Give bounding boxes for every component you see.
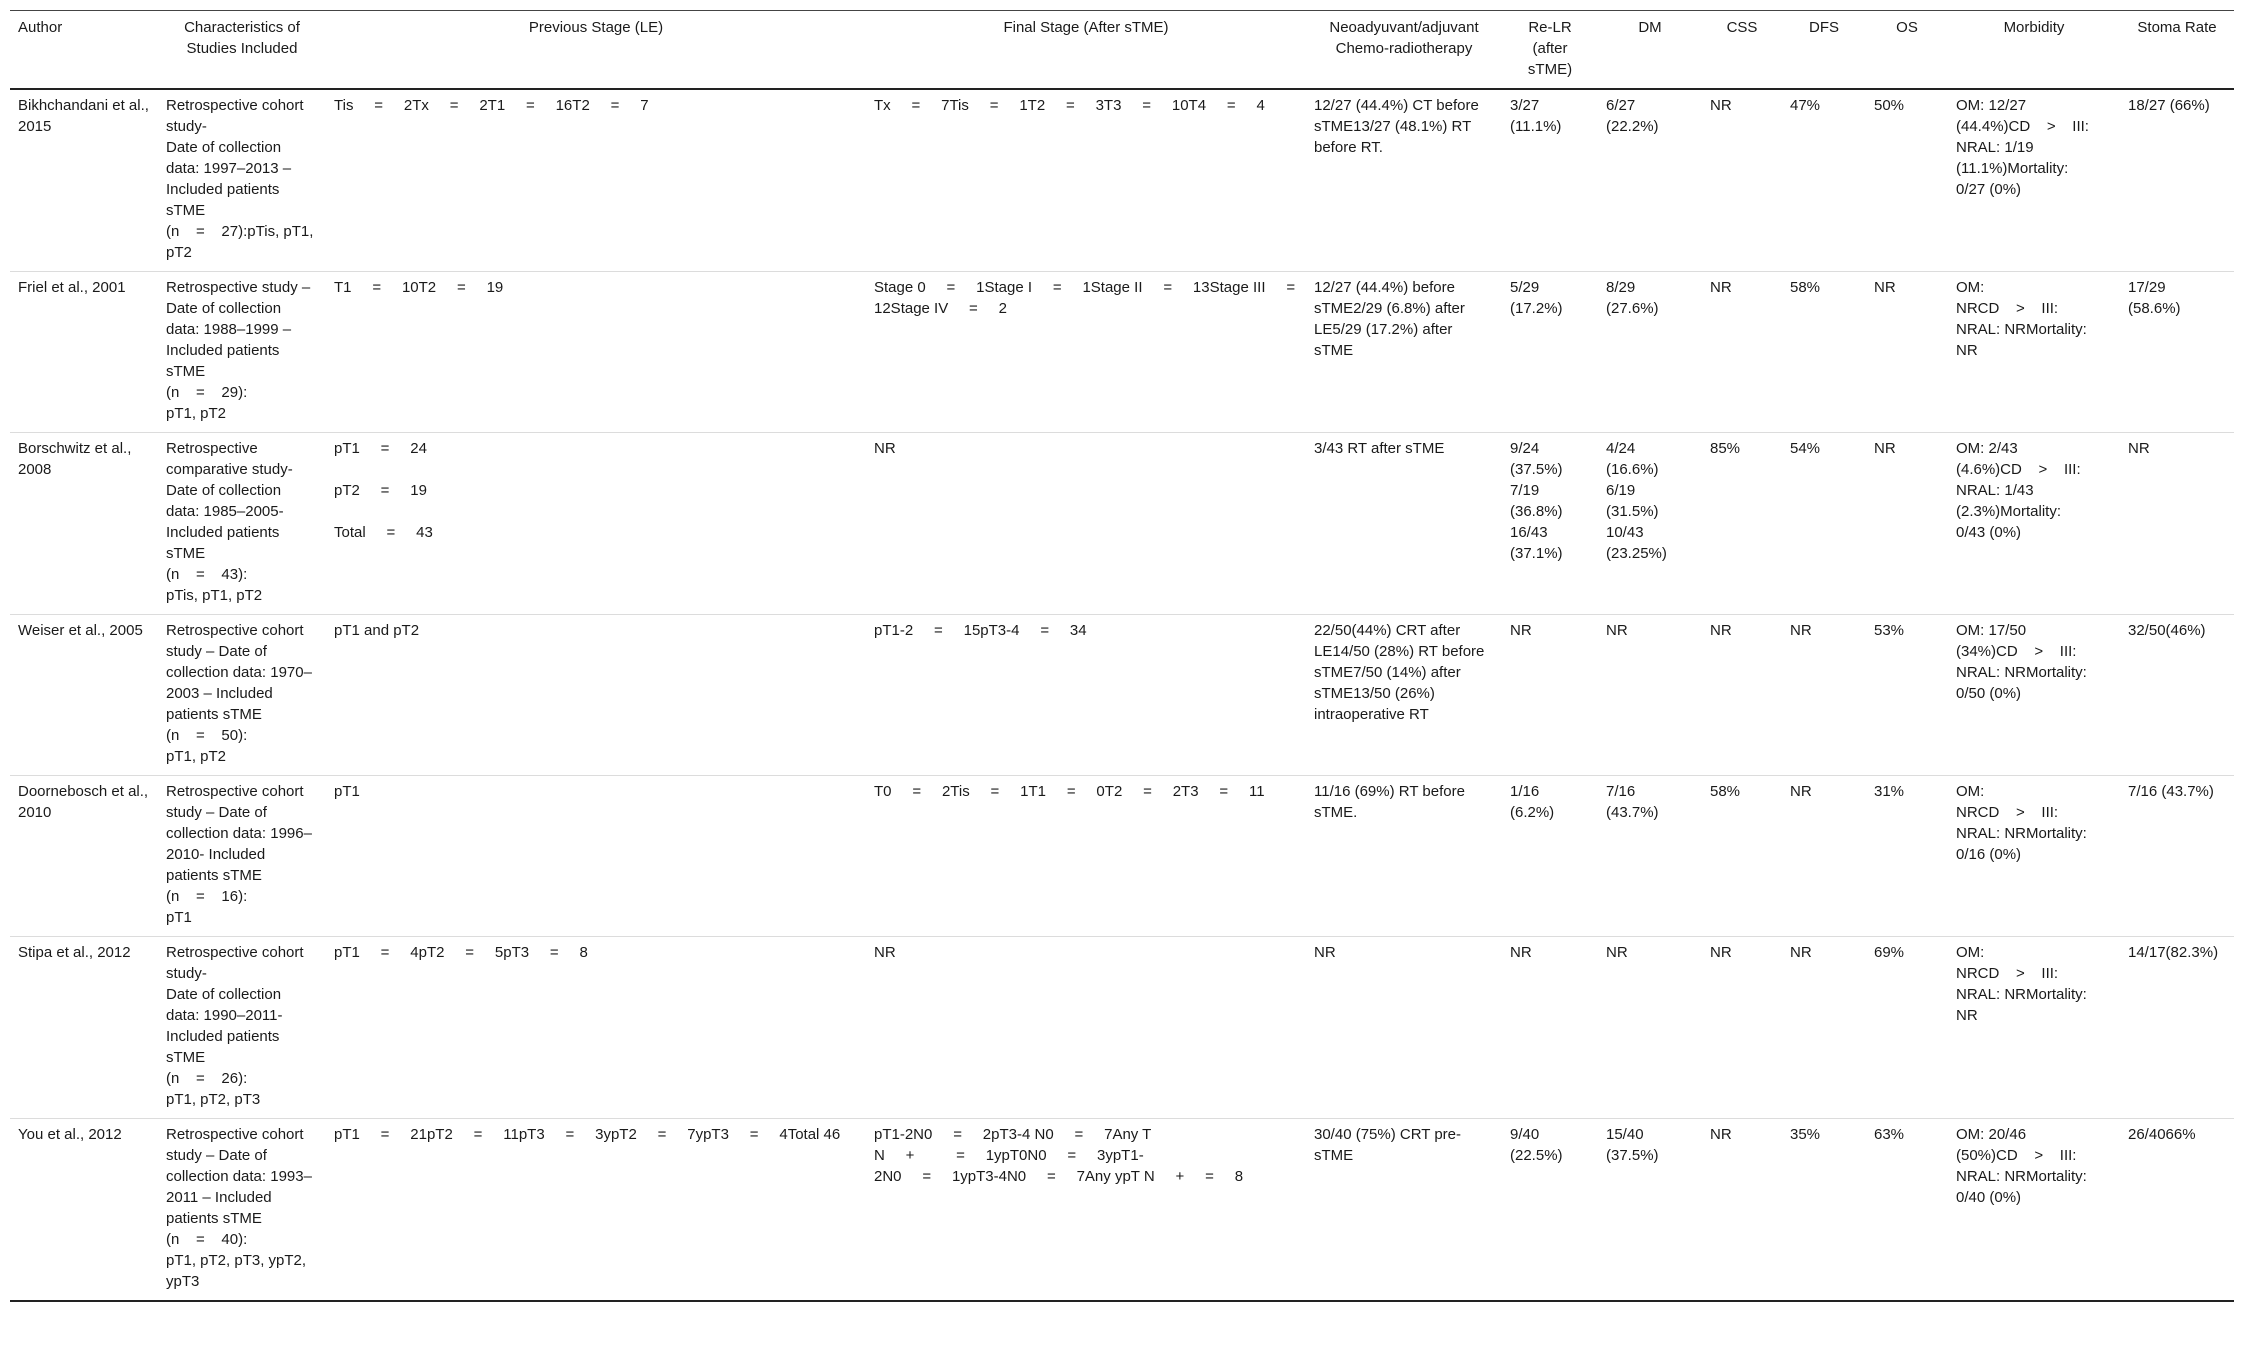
cell-previous-stage: pT1 = 21pT2 = 11pT3 = 3ypT2 = 7ypT3 = 4Total 46 (334, 1126, 841, 1143)
cell-dm: 4/24 (16.6%) 6/19 (31.5%) 10/43 (23.25%) (1606, 440, 1667, 562)
cell-final-stage: pT1-2 = 15pT3-4 = 34 (874, 622, 1087, 639)
cell-neoadjuvant: 12/27 (44.4%) CT before sTME13/27 (48.1%) RT before RT. (1314, 97, 1479, 156)
cell-final-stage: NR (874, 440, 896, 457)
cell-dfs: NR (1790, 944, 1812, 961)
cell-os: 50% (1874, 97, 1905, 114)
cell-morbidity: OM: NRCD > III: NRAL: NRMortality: 0/16 (0%) (1956, 783, 2087, 863)
cell-characteristics: Retrospective comparative study- Date of collection data: 1985–2005- Included patients sTME (n = 43): pTis, pT1, pT2 (166, 440, 293, 604)
study-comparison-table (10, 10, 2234, 1302)
cell-characteristics: Retrospective cohort study- Date of collection data: 1990–2011- Included patients sTME (n = 26): pT1, pT2, pT3 (166, 944, 304, 1108)
cell-stoma-rate: 26/4066% (2128, 1126, 2196, 1143)
cell-dm: 8/29 (27.6%) (1606, 279, 1659, 317)
header-os: OS (1896, 19, 1918, 36)
header-previous-stage: Previous Stage (LE) (528, 19, 664, 36)
cell-css: NR (1710, 944, 1732, 961)
cell-previous-stage: pT1 and pT2 (334, 622, 420, 639)
cell-author: You et al., 2012 (18, 1126, 122, 1143)
cell-previous-stage: pT1 = 24 pT2 = 19 Total = 43 (334, 440, 433, 541)
header-neoadjuvant: Neoadyuvant/adjuvant Chemo-radiotherapy (1329, 19, 1479, 57)
table-row (10, 937, 2234, 1119)
cell-stoma-rate: 14/17(82.3%) (2128, 944, 2219, 961)
cell-dfs: NR (1790, 622, 1812, 639)
table-row (10, 433, 2234, 615)
header-author: Author (18, 19, 63, 36)
cell-re-lr: NR (1510, 944, 1532, 961)
cell-author: Stipa et al., 2012 (18, 944, 131, 961)
cell-author: Doornebosch et al., 2010 (18, 783, 149, 821)
cell-re-lr: 3/27 (11.1%) (1510, 97, 1562, 135)
table-row (10, 776, 2234, 937)
table-row (10, 1119, 2234, 1302)
cell-stoma-rate: 32/50(46%) (2128, 622, 2206, 639)
cell-final-stage: Tx = 7Tis = 1T2 = 3T3 = 10T4 = 4 (874, 97, 1265, 114)
cell-css: 58% (1710, 783, 1741, 800)
cell-morbidity: OM: 12/27 (44.4%)CD > III: NRAL: 1/19 (11.1%)Mortality: 0/27 (0%) (1956, 97, 2089, 198)
cell-final-stage: T0 = 2Tis = 1T1 = 0T2 = 2T3 = 11 (874, 783, 1265, 800)
cell-characteristics: Retrospective cohort study – Date of collection data: 1970–2003 – Included patients sTME (n = 50): pT1, pT2 (166, 622, 312, 765)
cell-author: Borschwitz et al., 2008 (18, 440, 132, 478)
cell-previous-stage: T1 = 10T2 = 19 (334, 279, 504, 296)
cell-author: Bikhchandani et al., 2015 (18, 97, 149, 135)
cell-final-stage: NR (874, 944, 896, 961)
cell-dm: 15/40 (37.5%) (1606, 1126, 1659, 1164)
header-dfs: DFS (1809, 19, 1839, 36)
header-dm: DM (1638, 19, 1662, 36)
cell-previous-stage: Tis = 2Tx = 2T1 = 16T2 = 7 (334, 97, 649, 114)
cell-os: 63% (1874, 1126, 1905, 1143)
table-row (10, 272, 2234, 433)
cell-morbidity: OM: NRCD > III: NRAL: NRMortality: NR (1956, 944, 2087, 1024)
cell-dfs: NR (1790, 783, 1812, 800)
cell-css: NR (1710, 97, 1732, 114)
cell-stoma-rate: NR (2128, 440, 2150, 457)
cell-css: NR (1710, 279, 1732, 296)
cell-dfs: 58% (1790, 279, 1821, 296)
header-re-lr: Re-LR (after sTME) (1527, 19, 1573, 78)
cell-re-lr: 1/16 (6.2%) (1510, 783, 1555, 821)
cell-previous-stage: pT1 = 4pT2 = 5pT3 = 8 (334, 944, 588, 961)
cell-dfs: 47% (1790, 97, 1821, 114)
cell-neoadjuvant: 22/50(44%) CRT after LE14/50 (28%) RT before sTME7/50 (14%) after sTME13/50 (26%) intraoperative RT (1314, 622, 1485, 723)
table-row (10, 89, 2234, 272)
cell-re-lr: NR (1510, 622, 1532, 639)
cell-morbidity: OM: 2/43 (4.6%)CD > III: NRAL: 1/43 (2.3%)Mortality: 0/43 (0%) (1956, 440, 2081, 541)
header-final-stage: Final Stage (After sTME) (1003, 19, 1169, 36)
header-stoma-rate: Stoma Rate (2137, 19, 2217, 36)
cell-characteristics: Retrospective study – Date of collection data: 1988–1999 – Included patients sTME (n = 29): pT1, pT2 (166, 279, 311, 422)
cell-os: 31% (1874, 783, 1905, 800)
cell-final-stage: Stage 0 = 1Stage I = 1Stage II = 13Stage III = 12Stage IV = 2 (874, 279, 1316, 317)
table-row (10, 615, 2234, 776)
cell-author: Friel et al., 2001 (18, 279, 126, 296)
cell-stoma-rate: 17/29 (58.6%) (2128, 279, 2181, 317)
cell-stoma-rate: 7/16 (43.7%) (2128, 783, 2214, 800)
cell-morbidity: OM: NRCD > III: NRAL: NRMortality: NR (1956, 279, 2087, 359)
cell-dm: 6/27 (22.2%) (1606, 97, 1659, 135)
cell-dfs: 35% (1790, 1126, 1821, 1143)
cell-neoadjuvant: 30/40 (75%) CRT pre-sTME (1314, 1126, 1462, 1164)
cell-css: NR (1710, 1126, 1732, 1143)
header-row (10, 11, 2234, 90)
cell-dm: NR (1606, 622, 1628, 639)
cell-re-lr: 9/24 (37.5%) 7/19 (36.8%) 16/43 (37.1%) (1510, 440, 1563, 562)
cell-final-stage: pT1-2N0 = 2pT3-4 N0 = 7Any T N + = 1ypT0N0 = 3ypT1- 2N0 = 1ypT3-4N0 = 7Any ypT N + = 8 (874, 1126, 1244, 1185)
table-container (10, 10, 2234, 1302)
cell-neoadjuvant: NR (1314, 944, 1336, 961)
cell-os: NR (1874, 440, 1896, 457)
cell-re-lr: 9/40 (22.5%) (1510, 1126, 1563, 1164)
cell-stoma-rate: 18/27 (66%) (2128, 97, 2210, 114)
cell-characteristics: Retrospective cohort study – Date of collection data: 1996–2010- Included patients sTME (n = 16): pT1 (166, 783, 312, 926)
cell-morbidity: OM: 17/50 (34%)CD > III: NRAL: NRMortality: 0/50 (0%) (1956, 622, 2087, 702)
cell-css: NR (1710, 622, 1732, 639)
header-css: CSS (1726, 19, 1758, 36)
cell-os: 53% (1874, 622, 1905, 639)
cell-re-lr: 5/29 (17.2%) (1510, 279, 1563, 317)
cell-dm: NR (1606, 944, 1628, 961)
cell-dfs: 54% (1790, 440, 1821, 457)
header-characteristics: Characteristics of Studies Included (184, 19, 300, 57)
cell-os: 69% (1874, 944, 1905, 961)
cell-os: NR (1874, 279, 1896, 296)
header-morbidity: Morbidity (2003, 19, 2065, 36)
cell-morbidity: OM: 20/46 (50%)CD > III: NRAL: NRMortality: 0/40 (0%) (1956, 1126, 2087, 1206)
cell-author: Weiser et al., 2005 (18, 622, 143, 639)
cell-css: 85% (1710, 440, 1741, 457)
cell-dm: 7/16 (43.7%) (1606, 783, 1659, 821)
cell-neoadjuvant: 12/27 (44.4%) before sTME2/29 (6.8%) after LE5/29 (17.2%) after sTME (1314, 279, 1465, 359)
cell-neoadjuvant: 11/16 (69%) RT before sTME. (1314, 783, 1465, 821)
cell-characteristics: Retrospective cohort study- Date of collection data: 1997–2013 – Included patients sTME (n = 27):pTis, pT1, pT2 (166, 97, 314, 261)
cell-neoadjuvant: 3/43 RT after sTME (1314, 440, 1445, 457)
cell-characteristics: Retrospective cohort study – Date of collection data: 1993–2011 – Included patients sTME (n = 40): pT1, pT2, pT3, ypT2, ypT3 (166, 1126, 312, 1290)
cell-previous-stage: pT1 (334, 783, 360, 800)
